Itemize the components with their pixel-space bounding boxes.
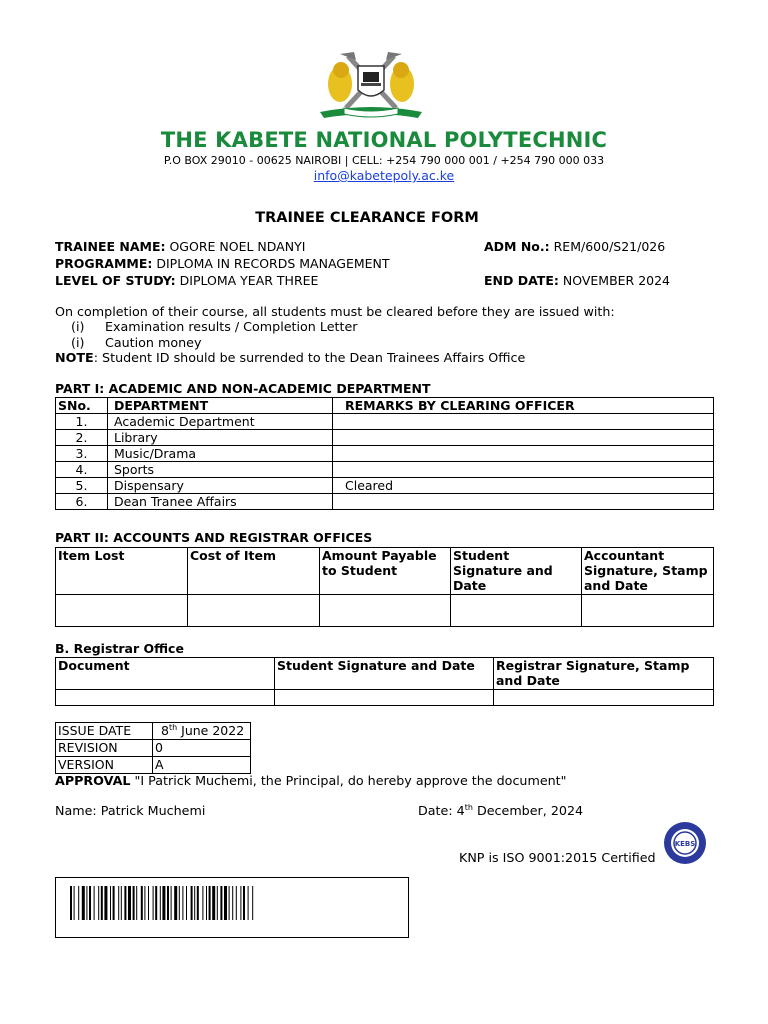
column-header: Cost of Item — [188, 548, 320, 595]
part1-title: PART I: ACADEMIC AND NON-ACADEMIC DEPARTMENT — [55, 381, 431, 396]
column-header: Student Signature and Date — [275, 658, 494, 690]
department-cell: Library — [108, 430, 333, 446]
approval-date — [418, 803, 583, 818]
input-cell[interactable] — [56, 595, 188, 627]
input-cell[interactable] — [582, 595, 714, 627]
table-header-row — [56, 398, 714, 414]
approver-name: Name: Patrick Muchemi — [55, 803, 206, 818]
kebs-certification-logo — [662, 820, 708, 866]
approval-date-prefix: Date: 4 — [418, 803, 465, 819]
input-cell[interactable] — [451, 595, 582, 627]
school-name: THE KABETE NATIONAL POLYTECHNIC — [160, 128, 608, 152]
row-number: 2. — [56, 430, 108, 446]
remarks-cell[interactable] — [333, 414, 714, 430]
part2-table — [55, 547, 714, 627]
input-cell[interactable] — [275, 690, 494, 706]
note-label: NOTE — [55, 349, 94, 365]
department-cell: Dispensary — [108, 478, 333, 494]
remarks-cell[interactable] — [333, 494, 714, 510]
input-cell[interactable] — [320, 595, 451, 627]
column-header: REMARKS BY CLEARING OFFICER — [333, 398, 714, 414]
row-number: 3. — [56, 446, 108, 462]
table-row — [56, 414, 714, 430]
table-row — [56, 740, 251, 757]
programme-label: PROGRAMME: — [55, 256, 153, 271]
kebs-text: KEBS — [674, 840, 696, 848]
column-header: DEPARTMENT — [108, 398, 333, 414]
list-item-number: (i) — [71, 319, 85, 335]
programme-value: DIPLOMA IN RECORDS MANAGEMENT — [156, 256, 390, 271]
instructions-intro: On completion of their course, all students must be cleared before they are issued with: — [55, 304, 615, 319]
level-label: LEVEL OF STUDY: — [55, 273, 176, 288]
school-email — [0, 168, 768, 183]
level-line — [55, 272, 318, 289]
input-cell[interactable] — [188, 595, 320, 627]
input-cell[interactable] — [494, 690, 714, 706]
row-number: 4. — [56, 462, 108, 478]
trainee-name-line — [55, 238, 305, 255]
list-item-text: Examination results / Completion Letter — [105, 319, 358, 335]
approval-label: APPROVAL — [55, 773, 131, 788]
table-header-row — [56, 658, 714, 690]
meta-value — [153, 723, 251, 740]
school-address: P.O BOX 29010 - 00625 NAIROBI | CELL: +254 790 000 001 / +254 790 000 033 — [163, 154, 605, 167]
end-date-line — [484, 272, 670, 289]
meta-value: A — [153, 757, 251, 774]
column-header: Document — [56, 658, 275, 690]
list-item-number: (i) — [71, 334, 85, 350]
column-header: Registrar Signature, Stamp and Date — [494, 658, 714, 690]
remarks-cell[interactable] — [333, 446, 714, 462]
row-number: 5. — [56, 478, 108, 494]
adm-value: REM/600/S21/026 — [553, 239, 666, 254]
trainee-name-label: TRAINEE NAME: — [55, 239, 166, 254]
remarks-cell[interactable] — [333, 462, 714, 478]
department-cell: Dean Tranee Affairs — [108, 494, 333, 510]
level-value: DIPLOMA YEAR THREE — [179, 273, 319, 288]
approval-line — [55, 773, 566, 788]
polytechnic-crest-logo — [314, 50, 428, 124]
table-header-row — [56, 548, 714, 595]
table-row — [56, 757, 251, 774]
remarks-cell[interactable] — [333, 430, 714, 446]
part1-table — [55, 397, 714, 510]
end-date-value: NOVEMBER 2024 — [562, 273, 671, 288]
adm-line — [484, 238, 665, 255]
meta-label: ISSUE DATE — [56, 723, 153, 740]
meta-value: 0 — [153, 740, 251, 757]
list-item-text: Caution money — [105, 334, 202, 350]
adm-label: ADM No.: — [484, 239, 550, 254]
barcode-icon — [56, 878, 408, 937]
note-line — [55, 350, 615, 365]
input-cell[interactable] — [56, 690, 275, 706]
trainee-name-value: OGORE NOEL NDANYI — [169, 239, 306, 254]
row-number: 6. — [56, 494, 108, 510]
department-cell: Music/Drama — [108, 446, 333, 462]
end-date-label: END DATE: — [484, 273, 559, 288]
issue-month-year: June 2022 — [177, 723, 245, 739]
table-row — [56, 430, 714, 446]
remarks-cell[interactable]: Cleared — [333, 478, 714, 494]
issue-day: 8 — [161, 723, 169, 739]
barcode-box — [55, 877, 409, 938]
table-row — [56, 446, 714, 462]
column-header: Item Lost — [56, 548, 188, 595]
document-control-table — [55, 722, 251, 774]
table-row — [56, 690, 714, 706]
table-row — [56, 494, 714, 510]
meta-label: VERSION — [56, 757, 153, 774]
email-link[interactable]: info@kabetepoly.ac.ke — [313, 168, 455, 183]
approval-text: "I Patrick Muchemi, the Principal, do hereby approve the document" — [130, 773, 567, 788]
registrar-table — [55, 657, 714, 706]
meta-label: REVISION — [56, 740, 153, 757]
list-item — [55, 335, 615, 350]
department-cell: Sports — [108, 462, 333, 478]
column-header: Accountant Signature, Stamp and Date — [582, 548, 714, 595]
iso-certification: KNP is ISO 9001:2015 Certified — [459, 850, 656, 865]
column-header: Amount Payable to Student — [320, 548, 451, 595]
issue-day-suffix: th — [168, 723, 178, 732]
row-number: 1. — [56, 414, 108, 430]
department-cell: Academic Department — [108, 414, 333, 430]
part2-title: PART II: ACCOUNTS AND REGISTRAR OFFICES — [55, 530, 373, 545]
registrar-title: B. Registrar Office — [55, 641, 184, 656]
programme-line — [55, 255, 390, 272]
instructions — [55, 304, 615, 365]
form-title: TRAINEE CLEARANCE FORM — [255, 210, 479, 226]
note-text: : Student ID should be surrended to the Dean Trainees Affairs Office — [93, 349, 526, 365]
table-row — [56, 478, 714, 494]
table-row — [56, 595, 714, 627]
table-row — [56, 723, 251, 740]
table-row — [56, 462, 714, 478]
column-header: Student Signature and Date — [451, 548, 582, 595]
column-header: SNo. — [56, 398, 108, 414]
list-item — [55, 319, 615, 334]
approval-date-suffix: th — [464, 803, 473, 812]
approval-date-rest: December, 2024 — [472, 803, 584, 819]
